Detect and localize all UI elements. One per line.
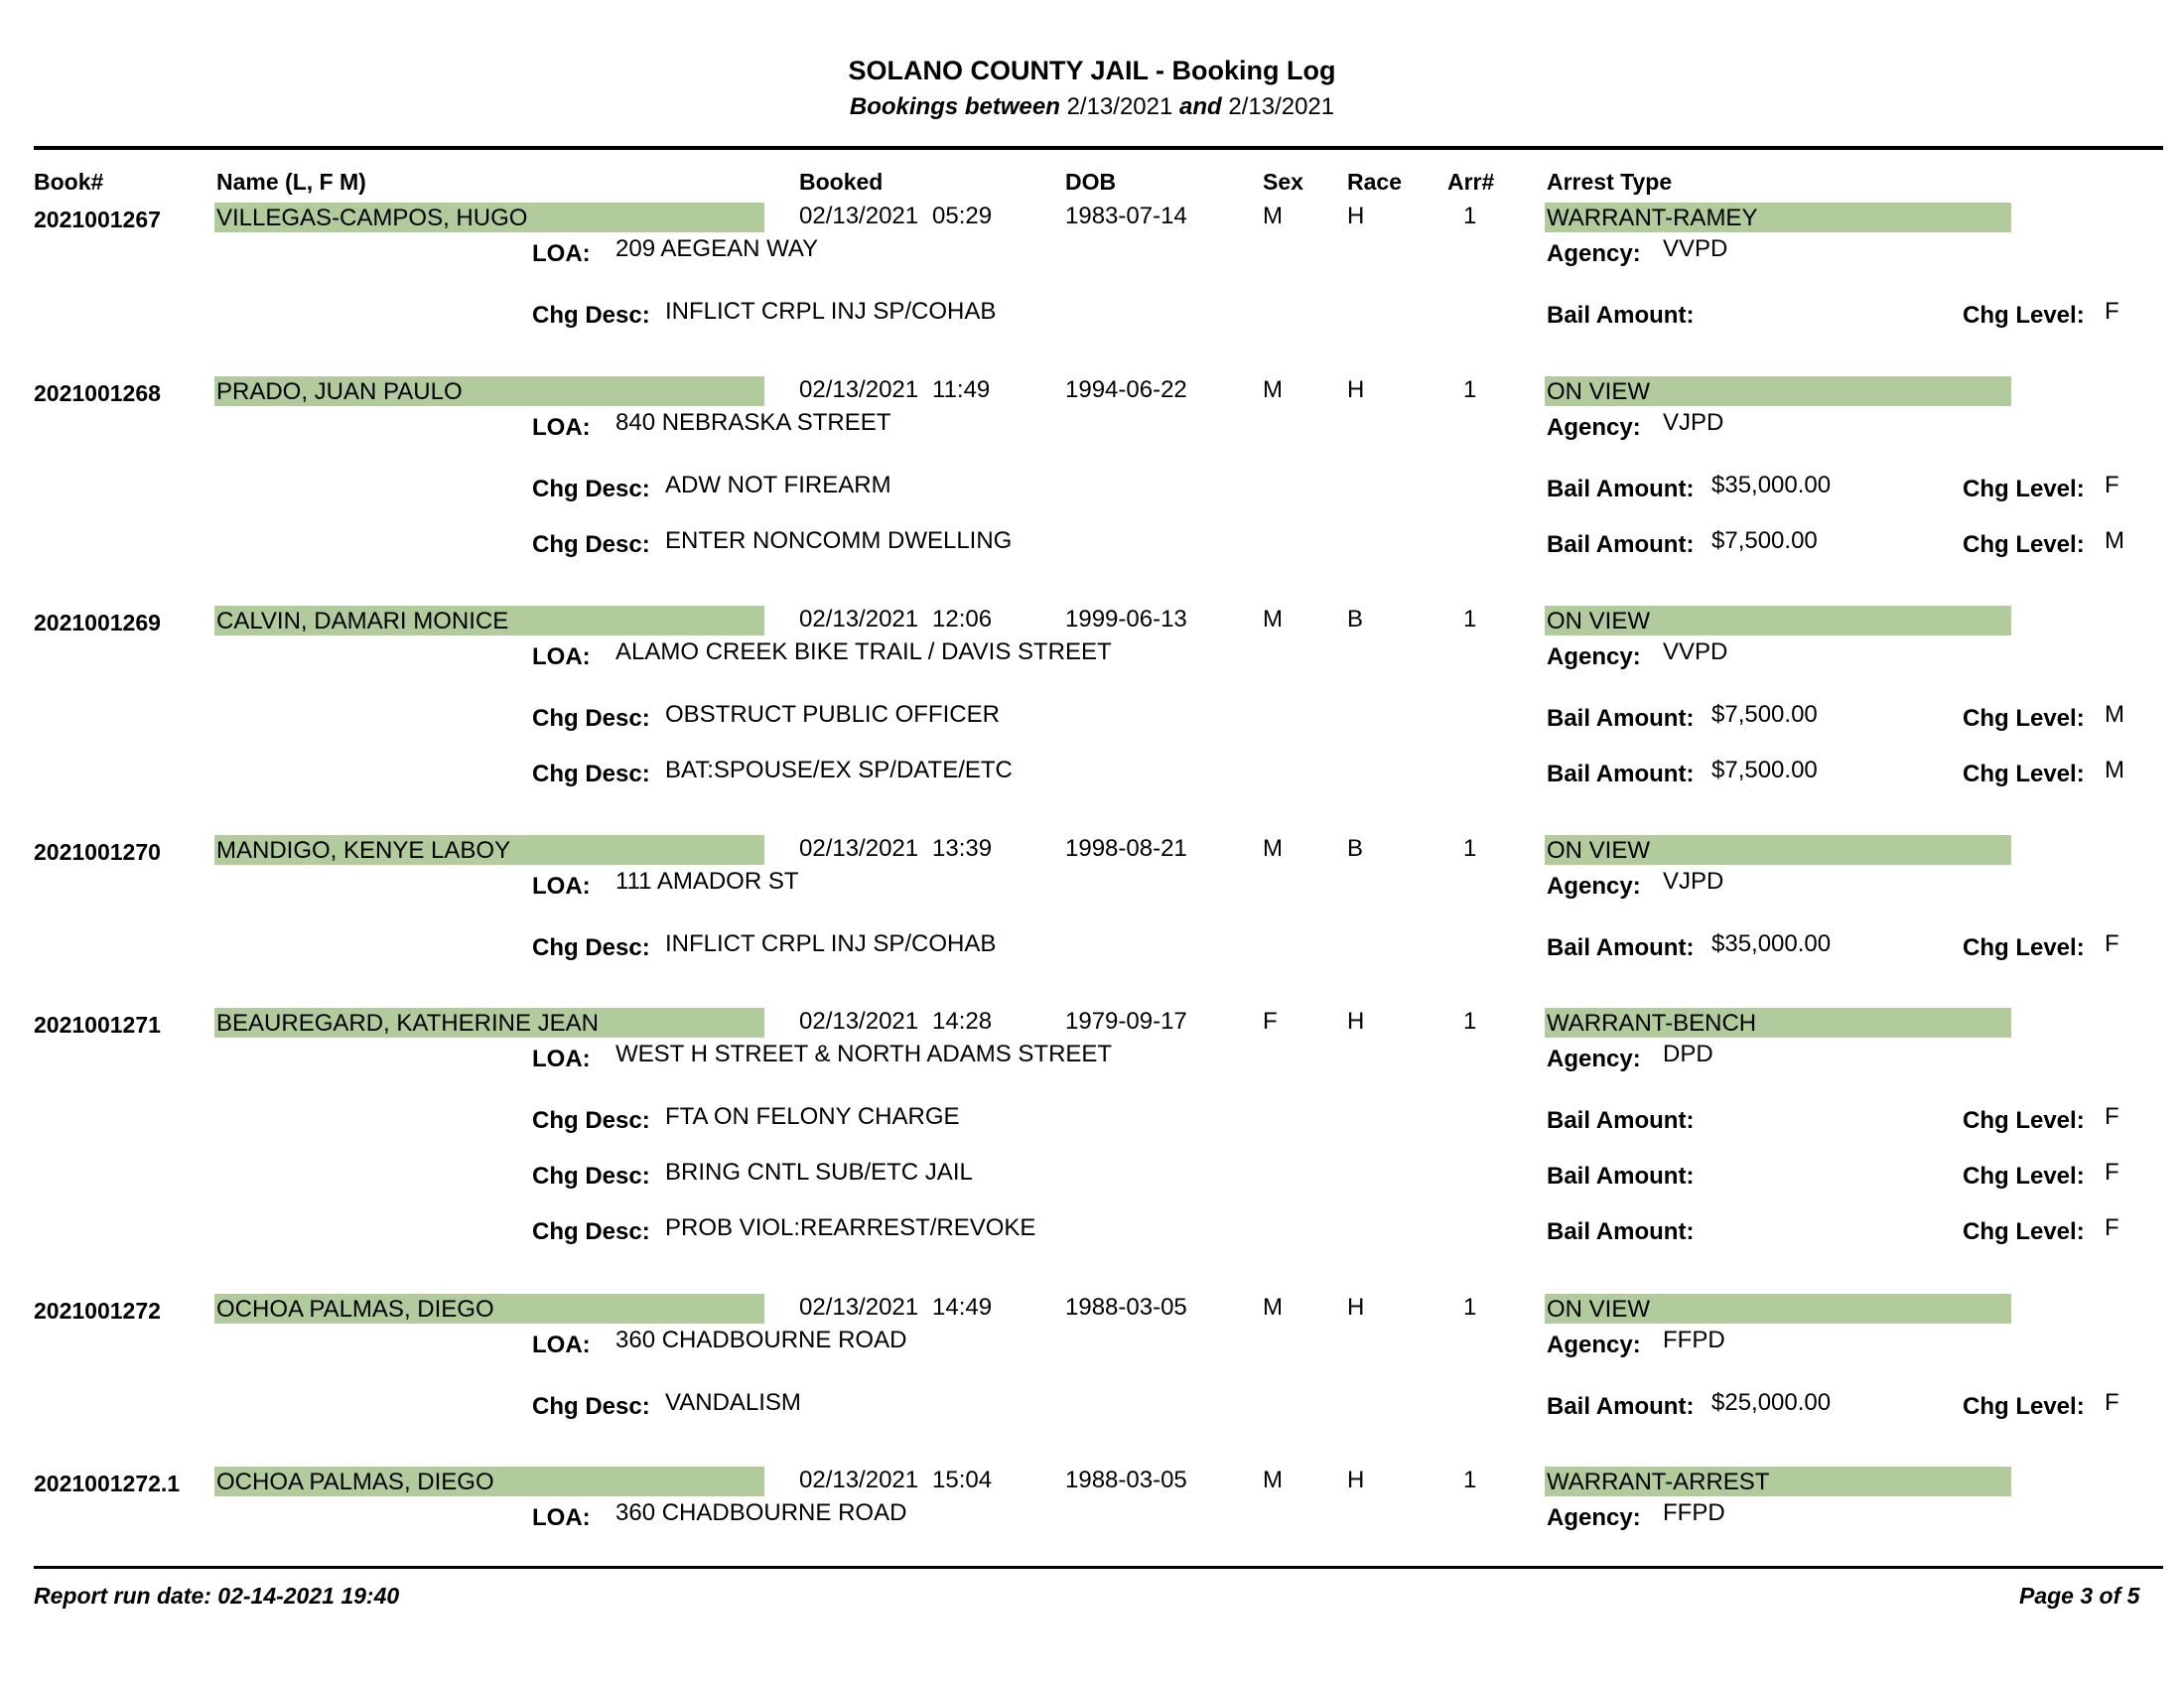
booking-record	[0, 835, 2184, 961]
agency-label: Agency:	[1547, 643, 1641, 670]
booked-date: 02/13/2021	[799, 1008, 919, 1035]
agency-value: VJPD	[1663, 409, 1724, 436]
dob: 1988-03-05	[1065, 1294, 1187, 1321]
arrest-type: WARRANT-ARREST	[1545, 1467, 2011, 1496]
charge-level: F	[2105, 1214, 2119, 1241]
bail-amount-label: Bail Amount:	[1547, 761, 1695, 787]
dob: 1998-08-21	[1065, 835, 1187, 862]
charge-level-label: Chg Level:	[1963, 476, 2085, 502]
booked-time: 12:06	[932, 606, 993, 633]
dob: 1983-07-14	[1065, 203, 1187, 229]
charge-level: F	[2105, 1389, 2119, 1416]
agency-label: Agency:	[1547, 240, 1641, 267]
bail-amount: $35,000.00	[1711, 472, 1832, 498]
loa-value: 840 NEBRASKA STREET	[615, 409, 891, 436]
booking-record	[0, 1294, 2184, 1420]
charge-desc-label: Chg Desc:	[532, 761, 650, 787]
col-dob: DOB	[1065, 169, 1117, 195]
col-book: Book#	[34, 169, 104, 195]
subtitle-prefix: Bookings between	[849, 93, 1060, 120]
charge-row	[0, 298, 2184, 328]
race: B	[1347, 606, 1364, 633]
agency-value: FFPD	[1663, 1327, 1725, 1353]
charge-desc-label: Chg Desc:	[532, 476, 650, 502]
date-to: 2/13/2021	[1228, 93, 1335, 120]
arrest-type: ON VIEW	[1545, 835, 2011, 865]
bail-amount: $7,500.00	[1711, 701, 1818, 728]
charge-row	[0, 1159, 2184, 1189]
charge-desc-label: Chg Desc:	[532, 1218, 650, 1245]
arrest-count: 1	[1463, 1008, 1477, 1035]
agency-label: Agency:	[1547, 1046, 1641, 1072]
agency-value: VJPD	[1663, 868, 1724, 895]
col-arr: Arr#	[1447, 169, 1495, 195]
charge-level-label: Chg Level:	[1963, 1393, 2085, 1420]
col-race: Race	[1347, 169, 1402, 195]
charge-level: F	[2105, 930, 2119, 957]
booking-number: 2021001269	[34, 610, 161, 635]
charge-description: PROB VIOL:REARREST/REVOKE	[665, 1214, 1036, 1241]
booking-number: 2021001270	[34, 839, 161, 865]
page-number: Page 3 of 5	[2019, 1583, 2140, 1609]
charge-row	[0, 757, 2184, 786]
charge-row	[0, 527, 2184, 557]
booked-date: 02/13/2021	[799, 203, 919, 229]
charge-description: BRING CNTL SUB/ETC JAIL	[665, 1159, 973, 1186]
bail-amount: $7,500.00	[1711, 757, 1818, 783]
arrest-count: 1	[1463, 376, 1477, 403]
agency-label: Agency:	[1547, 1504, 1641, 1531]
charge-level-label: Chg Level:	[1963, 761, 2085, 787]
arrest-type: WARRANT-BENCH	[1545, 1008, 2011, 1038]
charge-desc-label: Chg Desc:	[532, 934, 650, 961]
charge-desc-label: Chg Desc:	[532, 1107, 650, 1134]
loa-value: 360 CHADBOURNE ROAD	[615, 1499, 907, 1526]
charge-level: F	[2105, 298, 2119, 325]
charge-level: F	[2105, 1103, 2119, 1130]
charge-level-label: Chg Level:	[1963, 705, 2085, 732]
charge-desc-label: Chg Desc:	[532, 705, 650, 732]
loa-label: LOA:	[532, 873, 591, 900]
report-run-date: Report run date: 02-14-2021 19:40	[34, 1583, 400, 1609]
agency-value: VVPD	[1663, 235, 1728, 262]
charge-desc-label: Chg Desc:	[532, 1163, 650, 1190]
inmate-name: BEAUREGARD, KATHERINE JEAN	[214, 1008, 764, 1038]
charge-desc-label: Chg Desc:	[532, 531, 650, 558]
charge-description: ADW NOT FIREARM	[665, 472, 891, 498]
charge-level: F	[2105, 1159, 2119, 1186]
arrest-count: 1	[1463, 1294, 1477, 1321]
booking-number: 2021001268	[34, 380, 161, 406]
booking-record	[0, 1467, 2184, 1531]
loa-label: LOA:	[532, 643, 591, 670]
race: H	[1347, 1008, 1365, 1035]
loa-value: ALAMO CREEK BIKE TRAIL / DAVIS STREET	[615, 638, 1112, 665]
bail-amount-label: Bail Amount:	[1547, 476, 1695, 502]
arrest-count: 1	[1463, 1467, 1477, 1493]
booking-number: 2021001267	[34, 207, 161, 232]
bail-amount-label: Bail Amount:	[1547, 531, 1695, 558]
inmate-name: CALVIN, DAMARI MONICE	[214, 606, 764, 635]
loa-label: LOA:	[532, 240, 591, 267]
agency-value: FFPD	[1663, 1499, 1725, 1526]
sex: M	[1263, 1467, 1283, 1493]
charge-row	[0, 472, 2184, 501]
charge-level-label: Chg Level:	[1963, 934, 2085, 961]
inmate-name: MANDIGO, KENYE LABOY	[214, 835, 764, 865]
bail-amount-label: Bail Amount:	[1547, 1107, 1695, 1134]
charge-level-label: Chg Level:	[1963, 1218, 2085, 1245]
loa-value: WEST H STREET & NORTH ADAMS STREET	[615, 1041, 1113, 1067]
charge-row	[0, 701, 2184, 731]
race: B	[1347, 835, 1364, 862]
booked-time: 05:29	[932, 203, 993, 229]
arrest-count: 1	[1463, 203, 1477, 229]
charge-level-label: Chg Level:	[1963, 302, 2085, 329]
subtitle-and: and	[1179, 93, 1222, 120]
charge-row	[0, 1389, 2184, 1419]
sex: M	[1263, 376, 1283, 403]
loa-label: LOA:	[532, 1046, 591, 1072]
charge-level-label: Chg Level:	[1963, 1107, 2085, 1134]
charge-level: F	[2105, 472, 2119, 498]
bail-amount-label: Bail Amount:	[1547, 1163, 1695, 1190]
col-arrest-type: Arrest Type	[1547, 169, 1673, 195]
arrest-count: 1	[1463, 606, 1477, 633]
dob: 1979-09-17	[1065, 1008, 1187, 1035]
bail-amount-label: Bail Amount:	[1547, 302, 1695, 329]
loa-value: 209 AEGEAN WAY	[615, 235, 819, 262]
booked-time: 11:49	[932, 376, 991, 403]
booked-time: 13:39	[932, 835, 993, 862]
report-subtitle	[0, 93, 2184, 121]
charge-row	[0, 1103, 2184, 1133]
inmate-name: VILLEGAS-CAMPOS, HUGO	[214, 203, 764, 232]
sex: M	[1263, 1294, 1283, 1321]
booked-time: 15:04	[932, 1467, 993, 1493]
loa-value: 111 AMADOR ST	[615, 868, 799, 895]
booking-number: 2021001272.1	[34, 1471, 181, 1496]
agency-label: Agency:	[1547, 873, 1641, 900]
sex: M	[1263, 835, 1283, 862]
charge-level: M	[2105, 527, 2124, 554]
charge-level: M	[2105, 701, 2124, 728]
arrest-type: WARRANT-RAMEY	[1545, 203, 2011, 232]
agency-label: Agency:	[1547, 414, 1641, 441]
bail-amount-label: Bail Amount:	[1547, 1218, 1695, 1245]
booking-record	[0, 376, 2184, 558]
charge-level-label: Chg Level:	[1963, 531, 2085, 558]
booking-number: 2021001271	[34, 1012, 161, 1038]
charge-description: BAT:SPOUSE/EX SP/DATE/ETC	[665, 757, 1013, 783]
booking-number: 2021001272	[34, 1298, 161, 1324]
race: H	[1347, 1467, 1365, 1493]
charge-description: ENTER NONCOMM DWELLING	[665, 527, 1013, 554]
arrest-type: ON VIEW	[1545, 376, 2011, 406]
sex: M	[1263, 606, 1283, 633]
inmate-name: PRADO, JUAN PAULO	[214, 376, 764, 406]
booked-date: 02/13/2021	[799, 835, 919, 862]
charge-description: INFLICT CRPL INJ SP/COHAB	[665, 930, 997, 957]
agency-value: VVPD	[1663, 638, 1728, 665]
charge-description: FTA ON FELONY CHARGE	[665, 1103, 960, 1130]
charge-description: VANDALISM	[665, 1389, 801, 1416]
header-rule	[34, 146, 2163, 150]
loa-label: LOA:	[532, 414, 591, 441]
charge-row	[0, 1214, 2184, 1244]
bail-amount: $7,500.00	[1711, 527, 1818, 554]
race: H	[1347, 376, 1365, 403]
col-booked: Booked	[799, 169, 884, 195]
booking-record	[0, 203, 2184, 329]
agency-label: Agency:	[1547, 1332, 1641, 1358]
booked-date: 02/13/2021	[799, 1467, 919, 1493]
dob: 1988-03-05	[1065, 1467, 1187, 1493]
charge-desc-label: Chg Desc:	[532, 1393, 650, 1420]
race: H	[1347, 1294, 1365, 1321]
arrest-type: ON VIEW	[1545, 1294, 2011, 1324]
report-title: SOLANO COUNTY JAIL - Booking Log	[848, 56, 1336, 85]
sex: F	[1263, 1008, 1278, 1035]
booked-time: 14:49	[932, 1294, 993, 1321]
dob: 1999-06-13	[1065, 606, 1187, 633]
booked-date: 02/13/2021	[799, 606, 919, 633]
charge-level-label: Chg Level:	[1963, 1163, 2085, 1190]
loa-value: 360 CHADBOURNE ROAD	[615, 1327, 907, 1353]
charge-row	[0, 930, 2184, 960]
booking-record	[0, 1008, 2184, 1245]
bail-amount-label: Bail Amount:	[1547, 1393, 1695, 1420]
bail-amount-label: Bail Amount:	[1547, 934, 1695, 961]
inmate-name: OCHOA PALMAS, DIEGO	[214, 1467, 764, 1496]
bail-amount-label: Bail Amount:	[1547, 705, 1695, 732]
dob: 1994-06-22	[1065, 376, 1187, 403]
date-from: 2/13/2021	[1066, 93, 1173, 120]
booking-record	[0, 606, 2184, 787]
loa-label: LOA:	[532, 1332, 591, 1358]
charge-desc-label: Chg Desc:	[532, 302, 650, 329]
col-sex: Sex	[1263, 169, 1303, 195]
charge-level: M	[2105, 757, 2124, 783]
booked-time: 14:28	[932, 1008, 993, 1035]
bail-amount: $25,000.00	[1711, 1389, 1832, 1416]
loa-label: LOA:	[532, 1504, 591, 1531]
footer-rule	[34, 1566, 2163, 1569]
race: H	[1347, 203, 1365, 229]
booked-date: 02/13/2021	[799, 376, 919, 403]
agency-value: DPD	[1663, 1041, 1713, 1067]
bail-amount: $35,000.00	[1711, 930, 1832, 957]
booked-date: 02/13/2021	[799, 1294, 919, 1321]
col-name: Name (L, F M)	[216, 169, 366, 195]
charge-description: OBSTRUCT PUBLIC OFFICER	[665, 701, 1000, 728]
charge-description: INFLICT CRPL INJ SP/COHAB	[665, 298, 997, 325]
inmate-name: OCHOA PALMAS, DIEGO	[214, 1294, 764, 1324]
arrest-type: ON VIEW	[1545, 606, 2011, 635]
sex: M	[1263, 203, 1283, 229]
arrest-count: 1	[1463, 835, 1477, 862]
